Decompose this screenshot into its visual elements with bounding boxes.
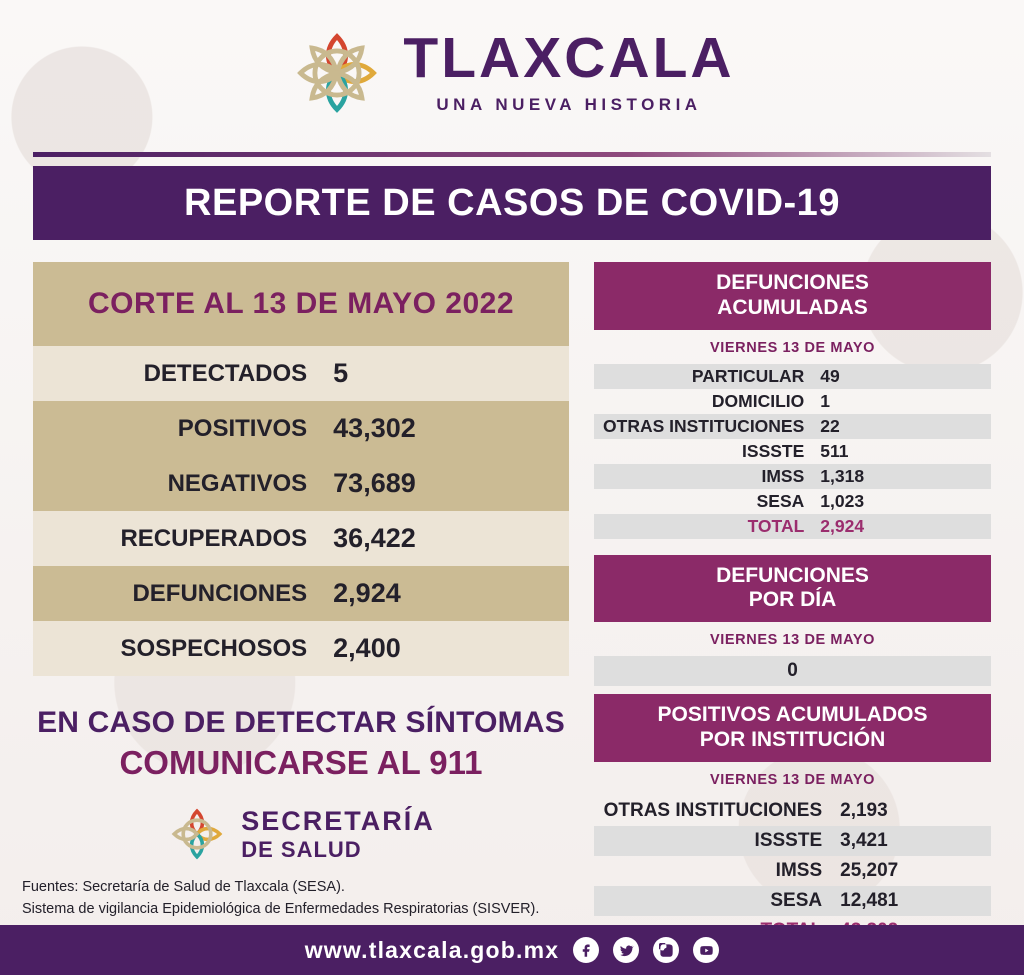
instagram-icon[interactable] [653, 937, 679, 963]
facebook-icon[interactable] [573, 937, 599, 963]
row-label: SESA [756, 490, 805, 511]
positives-title-1: POSITIVOS ACUMULADOS [657, 703, 928, 727]
stat-row [33, 566, 569, 621]
table-row [594, 489, 991, 514]
row-value: 12,481 [840, 889, 899, 911]
row-value: 511 [820, 440, 849, 461]
table-row [594, 826, 991, 856]
details-panel [594, 262, 991, 946]
table-row [594, 364, 991, 389]
stat-row [33, 511, 569, 566]
deaths-per-day-header [594, 555, 991, 623]
table-row [594, 389, 991, 414]
emergency-call-block [33, 706, 569, 782]
table-row [594, 856, 991, 886]
health-ministry-text [241, 806, 435, 863]
positives-date: VIERNES 13 DE MAYO [710, 771, 875, 788]
header-divider [33, 152, 991, 157]
row-label: OTRAS INSTITUCIONES [603, 415, 805, 436]
row-label: OTRAS INSTITUCIONES [603, 799, 823, 821]
flower-logo-icon [289, 25, 385, 121]
health-ministry-logo [33, 804, 569, 864]
site-footer [0, 925, 1024, 975]
brand-tagline: UNA NUEVA HISTORIA [436, 95, 702, 114]
stat-row [33, 346, 569, 401]
positives-by-institution-header [594, 694, 991, 762]
twitter-icon[interactable] [613, 937, 639, 963]
stat-value: 2,924 [333, 578, 401, 608]
stat-label: POSITIVOS [177, 414, 308, 442]
stat-row [33, 456, 569, 511]
row-label: ISSSTE [754, 829, 823, 851]
brand-header [0, 0, 1024, 115]
stat-row [33, 621, 569, 676]
stat-label: DEFUNCIONES [132, 579, 308, 607]
deaths-per-day-title-1: DEFUNCIONES [716, 563, 869, 587]
ministry-line-2: DE SALUD [241, 836, 362, 862]
row-value: 1 [820, 390, 831, 411]
cta-line-1: EN CASO DE DETECTAR SÍNTOMAS [37, 706, 565, 739]
deaths-accumulated-title-2: ACUMULADAS [717, 295, 868, 319]
deaths-accumulated-title-1: DEFUNCIONES [716, 271, 869, 294]
table-row [594, 464, 991, 489]
row-value: 22 [820, 415, 840, 436]
row-label: TOTAL [747, 515, 805, 536]
source-line-1: Fuentes: Secretaría de Salud de Tlaxcala (SESA). [22, 879, 345, 895]
row-value: 25,207 [840, 859, 899, 881]
row-label: IMSS [775, 859, 823, 881]
deaths-per-day-title-2: POR DÍA [748, 588, 837, 612]
row-value: 3,421 [840, 829, 888, 851]
report-title-bar [33, 166, 991, 240]
table-row [594, 439, 991, 464]
row-label: SESA [770, 889, 823, 911]
table-row [594, 414, 991, 439]
row-value: 2,193 [840, 799, 888, 821]
row-value: 1,318 [820, 465, 865, 486]
table-row [594, 796, 991, 826]
website-url[interactable]: www.tlaxcala.gob.mx [304, 936, 560, 963]
stat-value: 43,302 [333, 413, 416, 443]
deaths-accumulated-header [594, 262, 991, 330]
deaths-accumulated-date: VIERNES 13 DE MAYO [710, 339, 875, 356]
cutoff-title: CORTE AL 13 DE MAYO 2022 [87, 287, 515, 320]
sources-block [22, 877, 622, 921]
spacer [594, 686, 991, 694]
stat-label: DETECTADOS [143, 359, 308, 387]
row-value: 49 [820, 365, 840, 386]
stat-label: NEGATIVOS [167, 469, 308, 497]
row-label: DOMICILIO [711, 390, 805, 411]
stat-row [33, 401, 569, 456]
brand-name: TLAXCALA [403, 26, 735, 90]
stat-value: 5 [333, 358, 349, 388]
row-value: 2,924 [820, 515, 865, 536]
flower-logo-icon [167, 804, 227, 864]
stat-label: RECUPERADOS [120, 524, 308, 552]
stat-value: 73,689 [333, 468, 416, 498]
brand-text [403, 26, 735, 115]
table-row [594, 886, 991, 916]
deaths-per-day-date: VIERNES 13 DE MAYO [710, 632, 875, 649]
row-label: IMSS [761, 465, 805, 486]
ministry-line-1: SECRETARÍA [241, 805, 435, 836]
stat-value: 2,400 [333, 633, 401, 663]
spacer [594, 539, 991, 555]
summary-panel [33, 262, 569, 864]
stat-label: SOSPECHOSOS [120, 634, 308, 662]
youtube-icon[interactable] [693, 937, 719, 963]
row-label: PARTICULAR [691, 365, 805, 386]
table-row-total [594, 514, 991, 539]
cutoff-header [33, 262, 569, 346]
row-label: ISSSTE [742, 440, 805, 461]
positives-title-2: POR INSTITUCIÓN [699, 727, 886, 751]
stat-value: 36,422 [333, 523, 416, 553]
cta-line-2: COMUNICARSE AL 911 [119, 744, 483, 781]
row-value: 1,023 [820, 490, 865, 511]
source-line-2: Sistema de vigilancia Epidemiológica de Enfermedades Respiratorias (SISVER). [22, 900, 540, 917]
deaths-per-day-value: 0 [594, 656, 991, 686]
page-title: REPORTE DE CASOS DE COVID-19 [184, 181, 840, 224]
